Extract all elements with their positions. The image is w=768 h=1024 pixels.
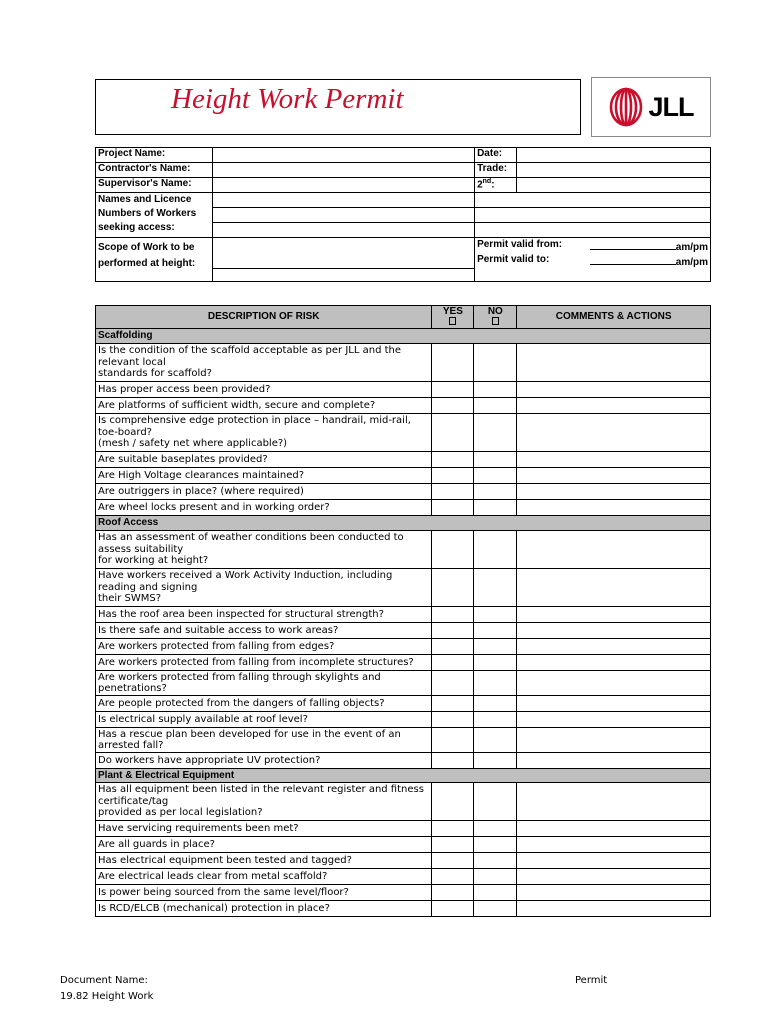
no-cell[interactable] [474, 655, 517, 671]
risk-description: Has a rescue plan been developed for use in the event of an arrested fall? [96, 728, 432, 753]
yes-cell[interactable] [432, 901, 474, 917]
supervisor-name-field[interactable] [212, 178, 474, 193]
yes-cell[interactable] [432, 398, 474, 414]
comments-cell[interactable] [517, 783, 711, 821]
section-title: Plant & Electrical Equipment [96, 769, 711, 783]
yes-cell[interactable] [432, 753, 474, 769]
comments-cell[interactable] [517, 484, 711, 500]
project-name-field[interactable] [212, 148, 474, 163]
no-cell[interactable] [474, 382, 517, 398]
permit-valid-to-row [475, 254, 711, 269]
second-field[interactable] [517, 178, 711, 193]
risk-description: Has an assessment of weather conditions been conducted to assess suitability for working at height? [96, 531, 432, 569]
risk-description: Are workers protected from falling from incomplete structures? [96, 655, 432, 671]
no-cell[interactable] [474, 607, 517, 623]
risk-description: Are outriggers in place? (where required) [96, 484, 432, 500]
permit-valid-from-row [475, 238, 711, 255]
risk-row [96, 712, 711, 728]
second-base: 2 [477, 179, 483, 191]
scope-field-1[interactable] [212, 238, 474, 255]
risk-description: Have workers received a Work Activity Induction, including reading and signing their SWMS? [96, 569, 432, 607]
risk-row [96, 344, 711, 382]
worker-licence-field-1[interactable] [475, 193, 711, 208]
risk-description: Are all guards in place? [96, 837, 432, 853]
risk-row [96, 671, 711, 696]
no-cell[interactable] [474, 728, 517, 753]
no-cell[interactable] [474, 753, 517, 769]
risk-row [96, 753, 711, 769]
no-cell[interactable] [474, 452, 517, 468]
yes-cell[interactable] [432, 344, 474, 382]
yes-cell[interactable] [432, 531, 474, 569]
yes-cell[interactable] [432, 639, 474, 655]
yes-cell[interactable] [432, 821, 474, 837]
comments-cell[interactable] [517, 623, 711, 639]
scope-line-1: Scope of Work to be [98, 242, 195, 253]
comments-cell[interactable] [517, 607, 711, 623]
no-cell[interactable] [474, 623, 517, 639]
permit-valid-to-field[interactable] [590, 254, 676, 265]
contractor-name-label: Contractor's Name: [96, 163, 213, 178]
risk-table [95, 305, 711, 917]
comments-cell[interactable] [517, 753, 711, 769]
document-title: Height Work Permit [171, 83, 404, 115]
risk-description: Do workers have appropriate UV protection? [96, 753, 432, 769]
jll-logo [591, 77, 711, 137]
risk-description: Have servicing requirements been met? [96, 821, 432, 837]
comments-cell[interactable] [517, 655, 711, 671]
comments-cell[interactable] [517, 821, 711, 837]
permit-valid-spacer [475, 269, 711, 282]
footer-permit: Permit [575, 975, 608, 986]
risk-row [96, 783, 711, 821]
risk-description: Has proper access been provided? [96, 382, 432, 398]
risk-row [96, 500, 711, 516]
comments-cell[interactable] [517, 468, 711, 484]
risk-description: Are workers protected from falling from edges? [96, 639, 432, 655]
second-colon: : [491, 179, 495, 191]
risk-description: Are High Voltage clearances maintained? [96, 468, 432, 484]
risk-description: Has electrical equipment been tested and tagged? [96, 853, 432, 869]
no-cell[interactable] [474, 484, 517, 500]
no-cell[interactable] [474, 468, 517, 484]
section-row [96, 769, 711, 783]
comments-cell[interactable] [517, 837, 711, 853]
permit-valid-from-label: Permit valid from: [477, 239, 563, 250]
comments-cell[interactable] [517, 671, 711, 696]
no-cell[interactable] [474, 569, 517, 607]
risk-row [96, 607, 711, 623]
risk-row [96, 901, 711, 917]
second-label [475, 178, 517, 193]
names-licence-line-2: Numbers of Workers [98, 208, 197, 219]
contractor-name-field[interactable] [212, 163, 474, 178]
risk-description: Has the roof area been inspected for structural strength? [96, 607, 432, 623]
yes-cell[interactable] [432, 569, 474, 607]
no-cell[interactable] [474, 869, 517, 885]
section-row [96, 516, 711, 531]
names-licence-line-3: seeking access: [98, 222, 175, 233]
comments-cell[interactable] [517, 452, 711, 468]
risk-body [96, 329, 711, 917]
names-licence-label [96, 193, 213, 238]
no-cell[interactable] [474, 853, 517, 869]
description-header: DESCRIPTION OF RISK [96, 306, 432, 329]
comments-cell[interactable] [517, 500, 711, 516]
no-cell[interactable] [474, 712, 517, 728]
title-box [95, 79, 581, 135]
risk-row [96, 569, 711, 607]
yes-cell[interactable] [432, 853, 474, 869]
no-cell[interactable] [474, 531, 517, 569]
yes-cell[interactable] [432, 837, 474, 853]
risk-description: Is power being sourced from the same level/floor? [96, 885, 432, 901]
no-cell[interactable] [474, 783, 517, 821]
yes-header [432, 306, 474, 329]
no-cell[interactable] [474, 639, 517, 655]
yes-cell[interactable] [432, 869, 474, 885]
permit-valid-to-ampm: am/pm [675, 257, 708, 269]
comments-header: COMMENTS & ACTIONS [517, 306, 711, 329]
comments-cell[interactable] [517, 901, 711, 917]
no-cell[interactable] [474, 821, 517, 837]
yes-cell[interactable] [432, 623, 474, 639]
risk-description: Is there safe and suitable access to work areas? [96, 623, 432, 639]
comments-cell[interactable] [517, 712, 711, 728]
no-cell[interactable] [474, 696, 517, 712]
no-header [474, 306, 517, 329]
date-field[interactable] [517, 148, 711, 163]
section-title: Scaffolding [96, 329, 711, 344]
risk-description: Are wheel locks present and in working order? [96, 500, 432, 516]
risk-row [96, 382, 711, 398]
risk-description: Are people protected from the dangers of falling objects? [96, 696, 432, 712]
comments-cell[interactable] [517, 869, 711, 885]
document-name-value: 19.82 Height Work [60, 991, 154, 1002]
comments-cell[interactable] [517, 382, 711, 398]
worker-name-field-1[interactable] [212, 193, 474, 208]
comments-cell[interactable] [517, 531, 711, 569]
comments-cell[interactable] [517, 728, 711, 753]
risk-description: Are platforms of sufficient width, secure and complete? [96, 398, 432, 414]
no-cell[interactable] [474, 500, 517, 516]
scope-field-3[interactable] [212, 269, 474, 282]
document-name-label: Document Name: [60, 975, 148, 986]
risk-row [96, 728, 711, 753]
yes-cell[interactable] [432, 452, 474, 468]
risk-description: Is the condition of the scaffold acceptable as per JLL and the relevant local standards for scaffold? [96, 344, 432, 382]
yes-cell[interactable] [432, 696, 474, 712]
risk-row [96, 623, 711, 639]
scope-line-2: performed at height: [98, 258, 196, 269]
yes-cell[interactable] [432, 655, 474, 671]
scope-field-2[interactable] [212, 254, 474, 269]
no-cell[interactable] [474, 885, 517, 901]
yes-cell[interactable] [432, 484, 474, 500]
worker-name-field-2[interactable] [212, 208, 474, 223]
permit-info-table [95, 147, 711, 282]
yes-cell[interactable] [432, 728, 474, 753]
supervisor-name-label: Supervisor's Name: [96, 178, 213, 193]
risk-row [96, 821, 711, 837]
risk-row [96, 468, 711, 484]
permit-valid-from-ampm: am/pm [675, 242, 708, 253]
permit-valid-to-label: Permit valid to: [477, 254, 550, 266]
risk-row [96, 696, 711, 712]
yes-cell[interactable] [432, 468, 474, 484]
risk-row [96, 655, 711, 671]
yes-cell[interactable] [432, 382, 474, 398]
comments-cell[interactable] [517, 344, 711, 382]
comments-cell[interactable] [517, 885, 711, 901]
comments-cell[interactable] [517, 414, 711, 452]
section-row [96, 329, 711, 344]
comments-cell[interactable] [517, 639, 711, 655]
yes-cell[interactable] [432, 712, 474, 728]
permit-valid-from-field[interactable] [590, 239, 676, 250]
risk-description: Is comprehensive edge protection in place – handrail, mid-rail, toe-board? (mesh / safety net where applicable?) [96, 414, 432, 452]
risk-row [96, 869, 711, 885]
risk-row [96, 853, 711, 869]
yes-cell[interactable] [432, 414, 474, 452]
worker-name-field-3[interactable] [212, 223, 474, 238]
risk-description: Are electrical leads clear from metal scaffold? [96, 869, 432, 885]
no-cell[interactable] [474, 414, 517, 452]
risk-row [96, 885, 711, 901]
risk-row [96, 398, 711, 414]
jll-logo-icon [608, 87, 644, 127]
risk-description: Are workers protected from falling through skylights and penetrations? [96, 671, 432, 696]
risk-row [96, 837, 711, 853]
comments-cell[interactable] [517, 398, 711, 414]
comments-cell[interactable] [517, 696, 711, 712]
no-cell[interactable] [474, 398, 517, 414]
second-sup: nd [482, 178, 492, 185]
worker-licence-field-3[interactable] [475, 223, 711, 238]
worker-licence-field-2[interactable] [475, 208, 711, 223]
yes-header-label: YES [442, 306, 463, 317]
risk-row [96, 531, 711, 569]
risk-description: Has all equipment been listed in the relevant register and fitness certificate/tag provided as per local legislation? [96, 783, 432, 821]
scope-label [96, 238, 213, 282]
risk-description: Are suitable baseplates provided? [96, 452, 432, 468]
yes-cell[interactable] [432, 671, 474, 696]
project-name-label: Project Name: [96, 148, 213, 163]
trade-field[interactable] [517, 163, 711, 178]
risk-row [96, 639, 711, 655]
risk-description: Is RCD/ELCB (mechanical) protection in place? [96, 901, 432, 917]
checkbox-icon [449, 317, 456, 325]
no-cell[interactable] [474, 837, 517, 853]
comments-cell[interactable] [517, 569, 711, 607]
yes-cell[interactable] [432, 607, 474, 623]
date-label: Date: [475, 148, 517, 163]
names-licence-line-1: Names and Licence [98, 194, 192, 205]
risk-row [96, 484, 711, 500]
risk-description: Is electrical supply available at roof level? [96, 712, 432, 728]
section-title: Roof Access [96, 516, 711, 531]
risk-row [96, 452, 711, 468]
no-cell[interactable] [474, 671, 517, 696]
no-cell[interactable] [474, 344, 517, 382]
yes-cell[interactable] [432, 500, 474, 516]
yes-cell[interactable] [432, 783, 474, 821]
no-cell[interactable] [474, 901, 517, 917]
no-header-label: NO [487, 306, 503, 317]
checkbox-icon [492, 317, 499, 325]
comments-cell[interactable] [517, 853, 711, 869]
logo-text: JLL [648, 91, 694, 122]
trade-label: Trade: [475, 163, 517, 178]
yes-cell[interactable] [432, 885, 474, 901]
footer-document-name [60, 973, 153, 1005]
risk-row [96, 414, 711, 452]
